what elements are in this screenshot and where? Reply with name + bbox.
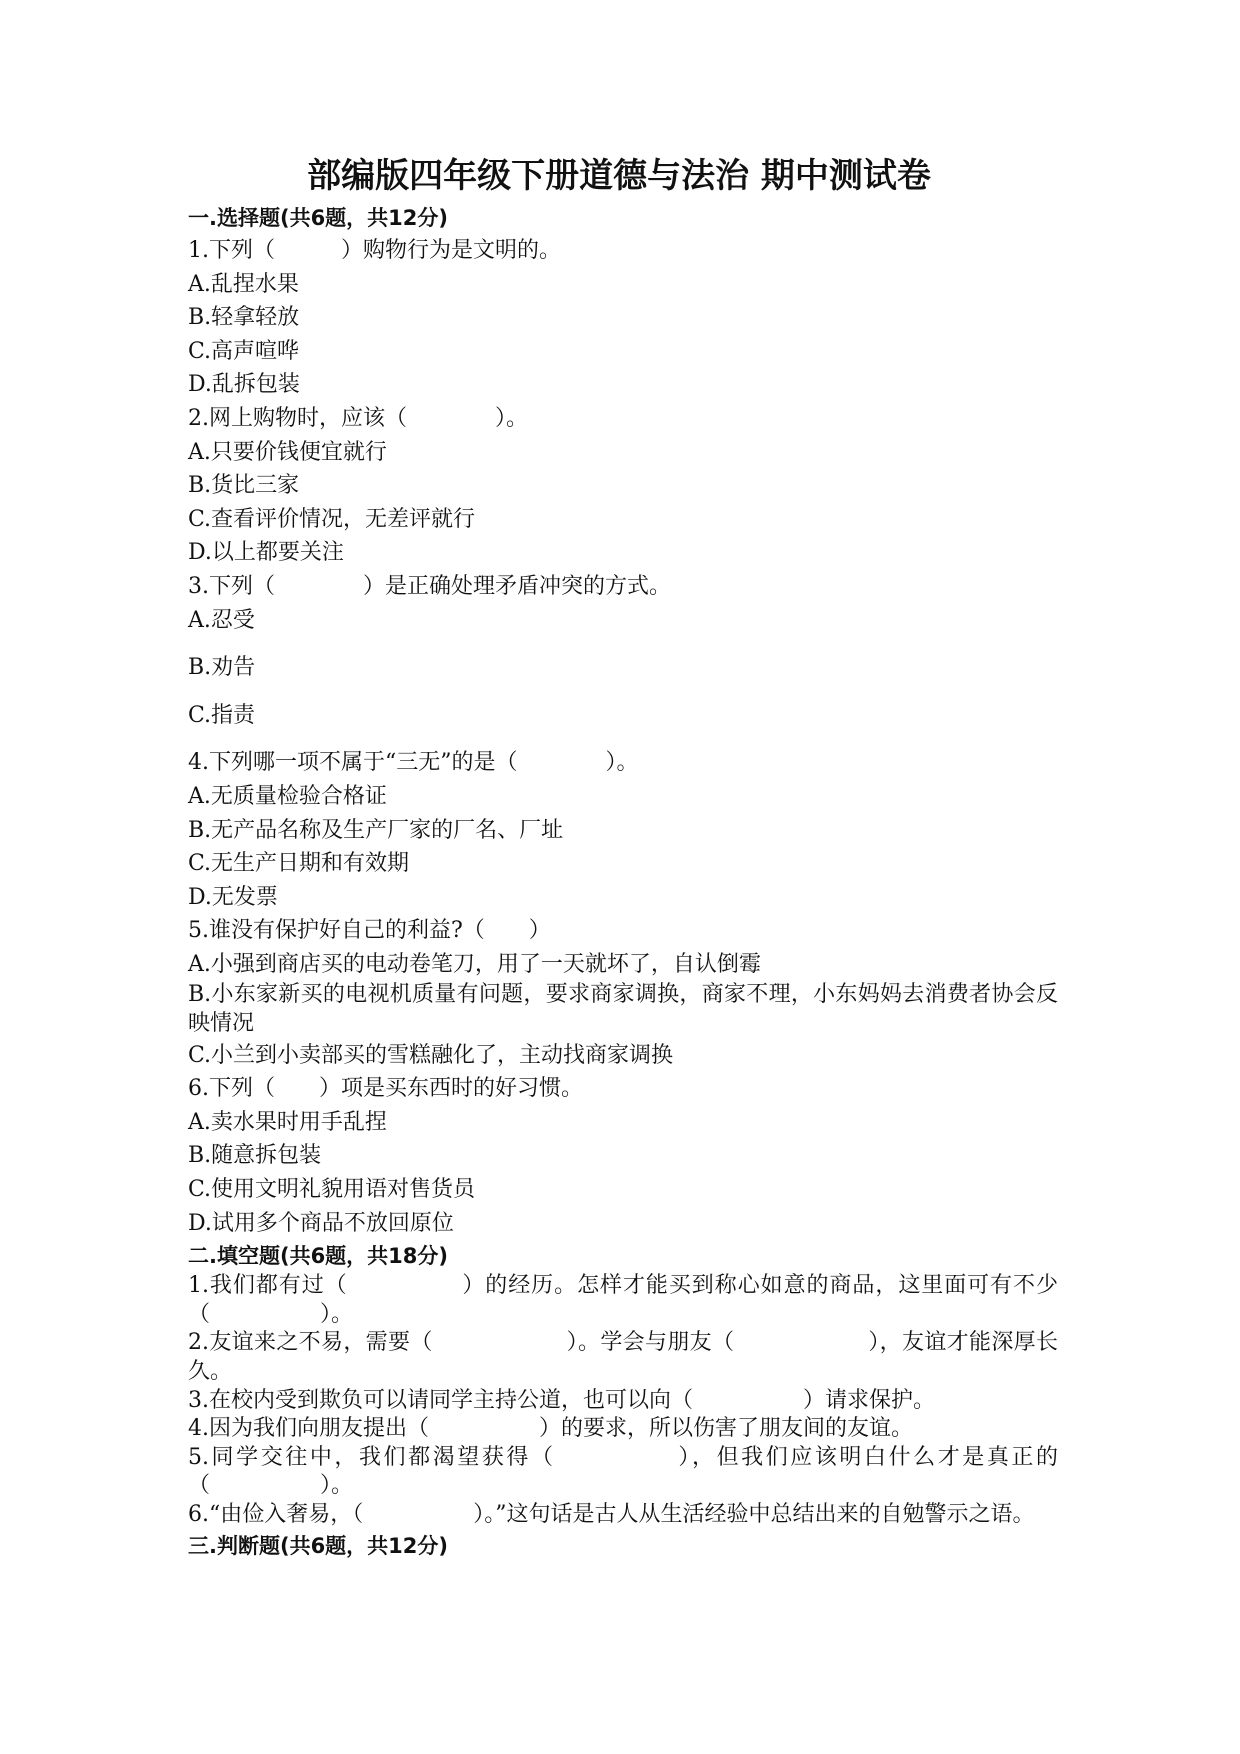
- question-2: [188, 402, 1058, 570]
- question-6: [188, 1072, 1058, 1240]
- blank-item-6: 6.“由俭入奢易，（ ）。”这句话是古人从生活经验中总结出来的自勉警示之语。: [188, 1501, 1035, 1527]
- question-stem: 2.网上购物时，应该（ ）。: [188, 405, 528, 431]
- section-multiple-choice: [188, 202, 1058, 1240]
- option-a: A.小强到商店买的电动卷笔刀，用了一天就坏了，自认倒霉: [188, 951, 761, 977]
- option-b: B.小东家新买的电视机质量有问题，要求商家调换，商家不理，小东妈妈去消费者协会反映情况: [188, 982, 1058, 1037]
- option-b: B.货比三家: [188, 473, 300, 499]
- question-stem: 3.下列（ ）是正确处理矛盾冲突的方式。: [188, 573, 671, 599]
- question-1: [188, 234, 1058, 402]
- blank-item-1: 1.我们都有过（ ）的经历。怎样才能买到称心如意的商品，这里面可有不少（ ）。: [188, 1273, 1058, 1327]
- section-true-false: [188, 1530, 1058, 1562]
- option-c: C.高声喧哗: [188, 338, 300, 364]
- option-c: C.小兰到小卖部买的雪糕融化了，主动找商家调换: [188, 1042, 674, 1068]
- option-a: A.只要价钱便宜就行: [188, 439, 387, 465]
- blank-item-2: 2.友谊来之不易，需要（ ）。学会与朋友（ ），友谊才能深厚长久。: [188, 1330, 1058, 1384]
- option-d: D.乱拆包装: [188, 372, 300, 398]
- question-4: [188, 746, 1058, 914]
- option-a: A.卖水果时用手乱捏: [188, 1109, 387, 1135]
- blank-item-5: 5.同学交往中，我们都渴望获得（ ），但我们应该明白什么才是真正的（ ）。: [188, 1444, 1058, 1499]
- option-d: D.无发票: [188, 884, 278, 910]
- blank-item-4: 4.因为我们向朋友提出（ ）的要求，所以伤害了朋友间的友谊。: [188, 1416, 913, 1442]
- option-d: D.以上都要关注: [188, 540, 344, 566]
- option-c: C.查看评价情况，无差评就行: [188, 506, 476, 532]
- exam-page: [188, 150, 1058, 1562]
- section-heading: 二.填空题(共6题，共18分): [188, 1244, 449, 1269]
- question-3: [188, 570, 1058, 732]
- blank-item-3: 3.在校内受到欺负可以请同学主持公道，也可以向（ ）请求保护。: [188, 1387, 935, 1413]
- option-c: C.无生产日期和有效期: [188, 851, 410, 877]
- option-a: A.乱捏水果: [188, 271, 299, 297]
- question-5: [188, 914, 1058, 1072]
- question-stem: 4.下列哪一项不属于“三无”的是（ ）。: [188, 750, 639, 776]
- option-c: C.使用文明礼貌用语对售货员: [188, 1177, 476, 1203]
- section-heading: 一.选择题(共6题，共12分): [188, 206, 449, 230]
- option-b: B.无产品名称及生产厂家的厂名、厂址: [188, 817, 564, 843]
- option-a: A.无质量检验合格证: [188, 783, 387, 809]
- question-stem: 5.谁没有保护好自己的利益?（ ）: [188, 918, 551, 944]
- option-c: C.指责: [188, 702, 256, 728]
- section-fill-in-blank: [188, 1240, 1058, 1529]
- option-b: B.轻拿轻放: [188, 305, 300, 331]
- option-b: B.随意拆包装: [188, 1143, 322, 1169]
- option-a: A.忍受: [188, 607, 255, 633]
- section-heading: 三.判断题(共6题，共12分): [188, 1533, 449, 1558]
- option-b: B.劝告: [188, 655, 256, 681]
- option-d: D.试用多个商品不放回原位: [188, 1210, 454, 1236]
- question-stem: 6.下列（ ）项是买东西时的好习惯。: [188, 1076, 583, 1102]
- question-stem: 1.下列（ ）购物行为是文明的。: [188, 238, 561, 263]
- exam-title: 部编版四年级下册道德与法治 期中测试卷: [307, 156, 931, 196]
